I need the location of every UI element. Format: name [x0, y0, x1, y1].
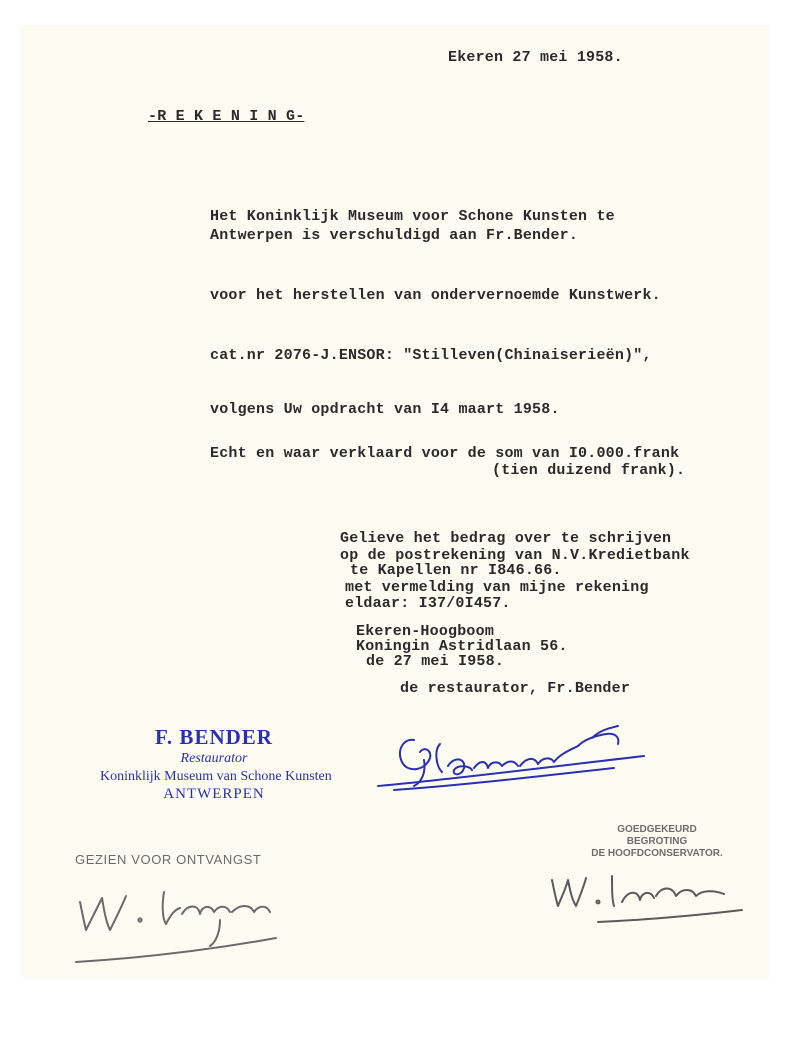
debtor-line-2: Antwerpen is verschuldigd aan Fr.Bender.	[210, 227, 579, 244]
payment-line-4: met vermelding van mijne rekening	[345, 579, 649, 596]
stamp-city: ANTWERPEN	[163, 786, 265, 802]
payment-line-2: op de postrekening van N.V.Kredietbank	[340, 547, 690, 564]
address-line-1: Ekeren-Hoogboom	[356, 623, 495, 640]
stamp-name: F. BENDER	[155, 725, 273, 749]
amount-line-2: (tien duizend frank).	[492, 462, 686, 479]
approval-line-2: BEGROTING	[626, 836, 688, 847]
amount-line-1: Echt en waar verklaard voor de som van I0.000.frank	[210, 445, 680, 462]
stamp-museum: Koninklijk Museum van Schone Kunsten	[100, 769, 332, 784]
payment-line-5: eldaar: I37/0I457.	[345, 595, 511, 612]
approval-line-1: GOEDGEKEURD	[617, 824, 697, 835]
address-line-3: de 27 mei I958.	[366, 653, 505, 670]
restorer-stamp	[100, 725, 332, 803]
received-label: GEZIEN VOOR ONTVANGST	[75, 852, 262, 867]
received-signature	[70, 876, 300, 966]
curator-signature	[542, 866, 752, 936]
stamp-role: Restaurator	[180, 751, 248, 766]
payment-line-1: Gelieve het bedrag over te schrijven	[340, 530, 672, 547]
catalogue-line: cat.nr 2076-J.ENSOR: "Stilleven(Chinaiserieën)",	[210, 347, 652, 364]
debtor-line-1: Het Koninklijk Museum voor Schone Kunsten te	[210, 208, 615, 225]
payment-line-3: te Kapellen nr I846.66.	[350, 562, 562, 579]
approval-line-3: DE HOOFDCONSERVATOR.	[591, 848, 723, 859]
address-line-2: Koningin Astridlaan 56.	[356, 638, 568, 655]
purpose-line: voor het herstellen van ondervernoemde Kunstwerk.	[210, 287, 661, 304]
invoice-sheet	[22, 26, 768, 978]
approval-stamp	[562, 824, 752, 860]
closing-line: de restaurator, Fr.Bender	[400, 680, 631, 697]
invoice-heading: -R E K E N I N G-	[148, 108, 305, 125]
order-line: volgens Uw opdracht van I4 maart 1958.	[210, 401, 560, 418]
bender-signature	[374, 720, 644, 800]
place-date: Ekeren 27 mei 1958.	[448, 49, 623, 66]
